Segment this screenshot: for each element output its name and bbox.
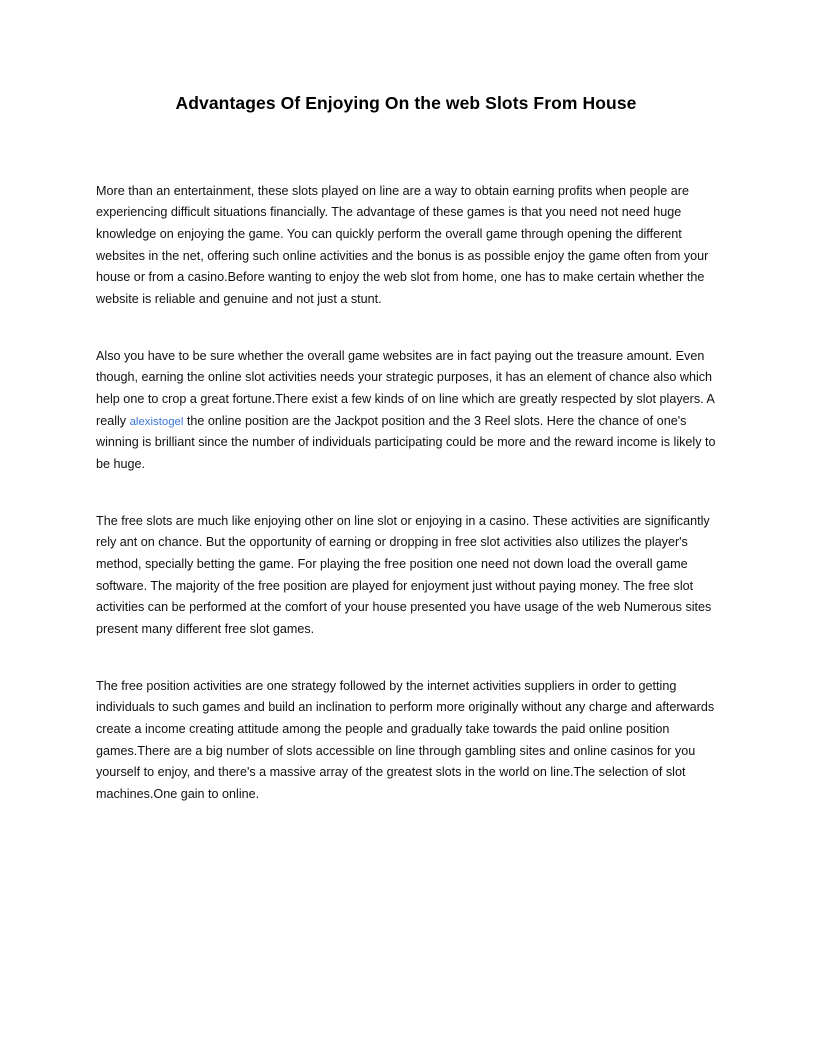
paragraph-3-text: The free slots are much like enjoying other on line slot or enjoying in a casino. These activities are significantly rely ant on chance. But the opportunity of earning or dropping in free slot activities also utilizes the player's method, specially betting the game. For playing the free position one need not down load the overall game software. The majority of the free position are played for enjoyment just without paying money. The free slot activities can be performed at the comfort of your house presented you have usage of the web Numerous sites present many different free slot games. xyxy=(96,513,712,636)
document-content xyxy=(96,92,716,806)
title-body-spacer xyxy=(96,115,716,181)
paragraph-1 xyxy=(96,181,716,311)
paragraph-4 xyxy=(96,676,716,806)
inline-link-alexistogel[interactable]: alexistogel xyxy=(129,415,184,428)
paragraph-4-text: The free position activities are one strategy followed by the internet activities suppliers in order to getting individuals to such games and build an inclination to perform more originally without any charge and afterwards create a income creating attitude among the people and gradually take towards the paid online position games.There are a big number of slots accessible on line through gambling sites and online casinos for you yourself to enjoy, and there's a massive array of the greatest slots in the world on line.The selection of slot machines.One gain to online. xyxy=(96,678,715,801)
paragraph-2-text xyxy=(96,346,716,476)
paragraph-1-text: More than an entertainment, these slots played on line are a way to obtain earning profits when people are experiencing difficult situations financially. The advantage of these games is that you need not need huge knowledge on enjoying the game. You can quickly perform the overall game through opening the different websites in the net, offering such online activities and the bonus is as possible enjoy the game often from your house or from a casino.Before wanting to enjoy the web slot from home, one has to make certain whether the website is reliable and genuine and not just a stunt. xyxy=(96,183,709,307)
paragraph-2 xyxy=(96,346,716,476)
paragraph-2-text-before-link: Also you have to be sure whether the overall game websites are in fact paying out the treasure amount. Even though, earning the online slot activities needs your strategic purposes, it has an element of chance also which help one to crop a great fortune.There exist a few kinds of on line which are greatly respected by slot players. A really xyxy=(96,348,715,428)
page-title: Advantages Of Enjoying On the web Slots From House xyxy=(175,93,637,113)
paragraph-2-text-after-link: the online position are the Jackpot position and the 3 Reel slots. Here the chance of one's winning is brilliant since the number of individuals participating could be more and the reward income is likely to be huge. xyxy=(96,413,716,471)
paragraph-spacer-1 xyxy=(96,311,716,346)
paragraph-spacer-3 xyxy=(96,641,716,676)
paragraph-spacer-2 xyxy=(96,476,716,511)
paragraph-3 xyxy=(96,511,716,641)
